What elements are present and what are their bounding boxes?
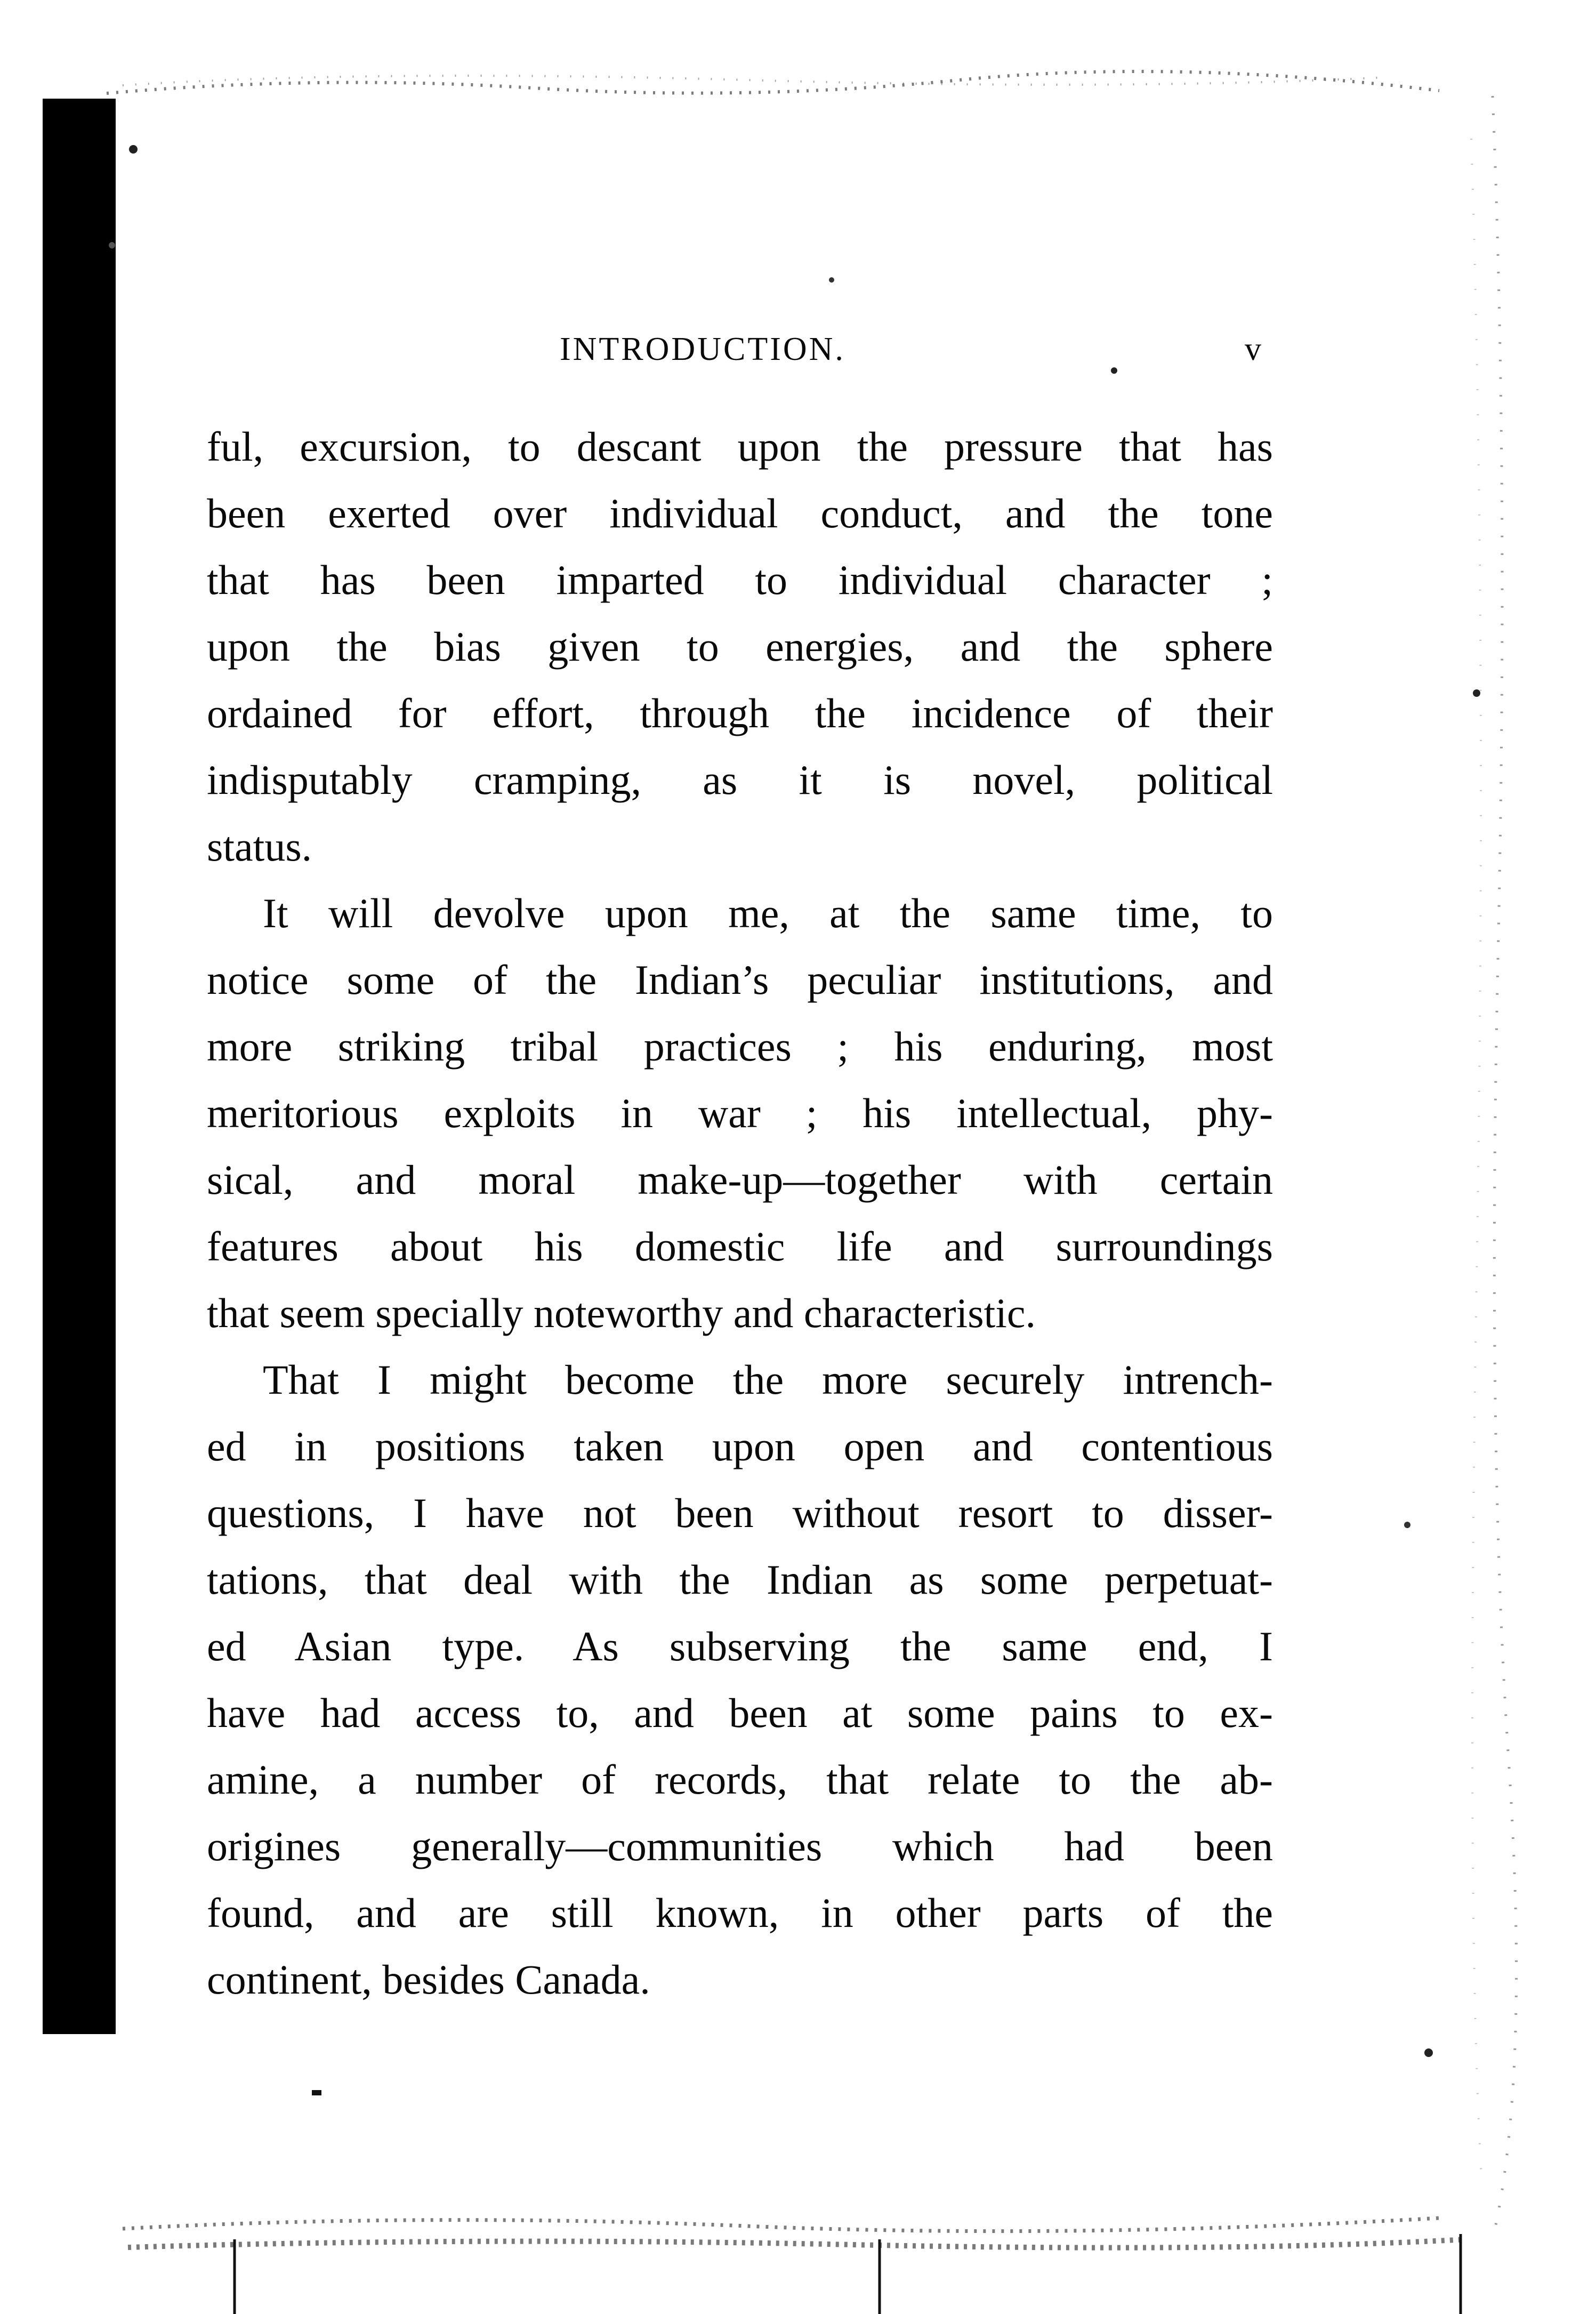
text-line: It will devolve upon me, at the same time, to <box>263 890 1273 936</box>
text-line: sical, and moral make-up—together with certain <box>207 1156 1273 1203</box>
text-line: that has been imparted to individual character ; <box>207 557 1273 603</box>
text-line: indisputably cramping, as it is novel, political <box>207 757 1273 803</box>
text-line: ed in positions taken upon open and contentious <box>207 1423 1273 1469</box>
text-line: tations, that deal with the Indian as some perpetuat- <box>207 1556 1273 1603</box>
running-head <box>0 325 1596 373</box>
paragraph <box>207 413 1273 880</box>
text-line: ed Asian type. As subserving the same end, I <box>207 1623 1273 1669</box>
text-line: That I might become the more securely intrench- <box>263 1356 1273 1403</box>
text-line: meritorious exploits in war ; his intellectual, phy- <box>207 1090 1273 1136</box>
text-line: notice some of the Indian’s peculiar institutions, and <box>207 957 1273 1003</box>
paragraph <box>207 880 1273 1346</box>
text-line: origines generally—communities which had been <box>207 1823 1273 1869</box>
page-number: v <box>1245 331 1261 367</box>
body-text <box>207 413 1273 2013</box>
text-line: that seem specially noteworthy and characteristic. <box>207 1290 1036 1336</box>
running-title: INTRODUCTION. <box>560 331 845 367</box>
text-line: status. <box>207 823 312 870</box>
text-line: found, and are still known, in other parts of the <box>207 1890 1273 1936</box>
text-line: upon the bias given to energies, and the sphere <box>207 623 1273 670</box>
text-line: have had access to, and been at some pains to ex- <box>207 1690 1273 1736</box>
text-line: amine, a number of records, that relate to the ab- <box>207 1756 1273 1803</box>
text-line: questions, I have not been without resort to disser- <box>207 1490 1273 1536</box>
paragraph <box>207 1346 1273 2013</box>
text-line: continent, besides Canada. <box>207 1956 650 2003</box>
text-line: more striking tribal practices ; his enduring, most <box>207 1023 1273 1070</box>
text-line: ful, excursion, to descant upon the pressure that has <box>207 423 1273 470</box>
text-line: features about his domestic life and surroundings <box>207 1223 1273 1270</box>
text-line: ordained for effort, through the incidence of their <box>207 690 1273 736</box>
text-line: been exerted over individual conduct, and the tone <box>207 490 1273 536</box>
